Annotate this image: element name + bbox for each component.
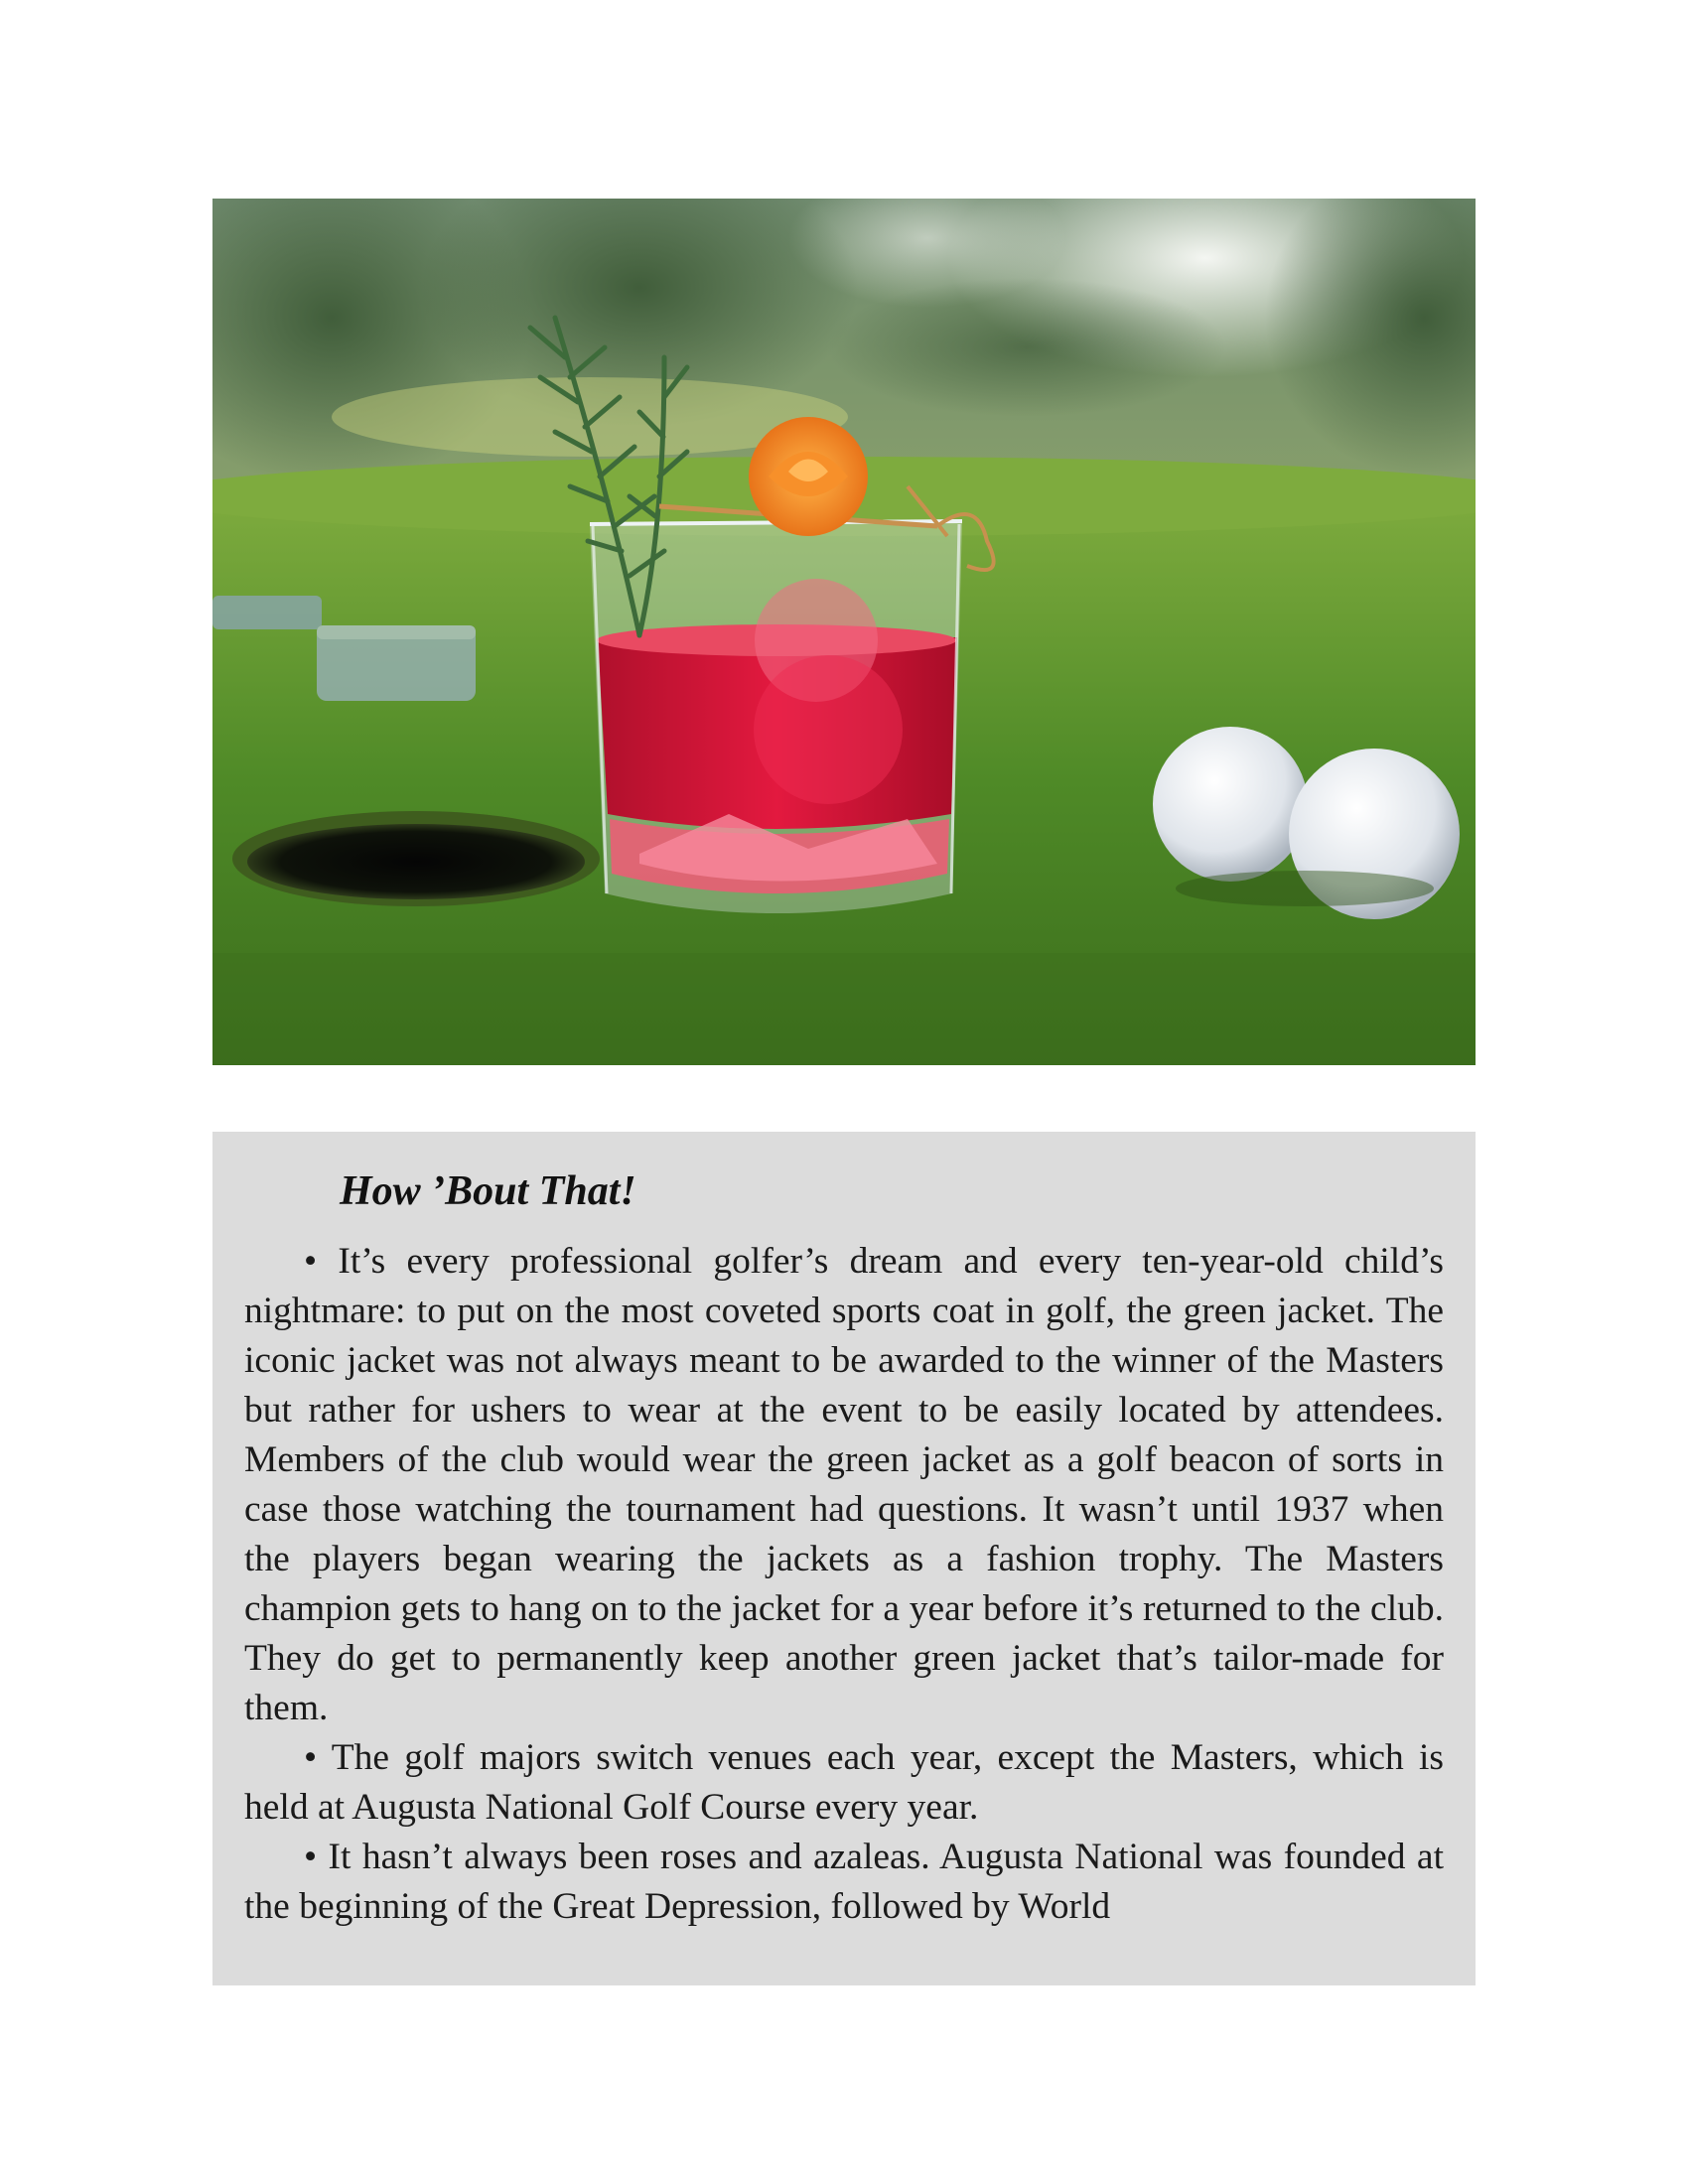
sidebar-heading: How ’Bout That! bbox=[340, 1168, 636, 1214]
how-bout-that-sidebar bbox=[212, 1132, 1476, 1985]
sidebar-paragraph-venues: • The golf majors switch venues each year, except the Masters, which is held at Augusta National Golf Course every year. bbox=[244, 1737, 1444, 1829]
sidebar-paragraph-green-jacket: • It’s every professional golfer’s dream and every ten-year-old child’s nightmare: to put on the most coveted sports coat in golf, the green jacket. The iconic jacket was not always meant to be awarded to the winner of the Masters but rather for ushers to wear at the event to be easily located by attendees. Members of the club would wear the green jacket as a golf beacon of sorts in case those watching the tournament had questions. It wasn’t until 1937 when the players began wearing the jackets as a fashion trophy. The Masters champion gets to hang on to the jacket for a year before it’s returned to the club. They do get to permanently keep another green jacket that’s tailor-made for them. bbox=[244, 1241, 1444, 1729]
cocktail-on-putting-green-photo bbox=[212, 199, 1476, 1065]
sidebar-paragraph-history: • It hasn’t always been roses and azaleas. Augusta National was founded at the beginning of the Great Depression, followed by World bbox=[244, 1837, 1444, 1928]
